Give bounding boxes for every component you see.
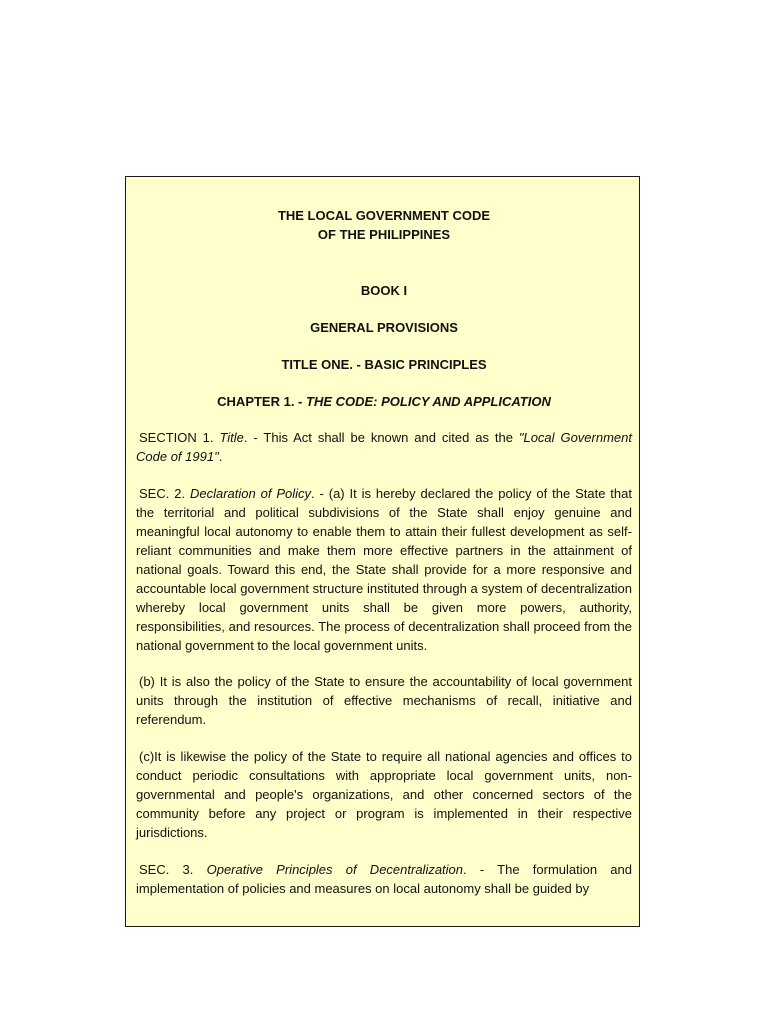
title-line-1: THE LOCAL GOVERNMENT CODE: [277, 208, 491, 223]
section-2b-paragraph: (b) It is also the policy of the State to ensure the accountability of local government units through the institution of effective mechanisms of recall, initiative and referendum.: [136, 674, 632, 728]
chapter-prefix: CHAPTER 1. -: [217, 393, 306, 409]
document-page: [125, 176, 640, 927]
book-heading: BOOK I: [360, 282, 408, 298]
section-1-prefix: SECTION 1.: [139, 430, 220, 446]
title-line-2: OF THE PHILIPPINES: [317, 226, 451, 242]
general-provisions-heading: GENERAL PROVISIONS: [310, 319, 458, 335]
section-1-quote: "Local Government Code of 1991": [136, 430, 632, 465]
title-one-heading: TITLE ONE. - BASIC PRINCIPLES: [281, 356, 487, 372]
chapter-heading: [136, 393, 632, 412]
section-2-prefix: SEC. 2.: [139, 486, 190, 502]
section-3-heading: Operative Principles of Decentralization: [206, 861, 464, 877]
section-3-paragraph: [136, 861, 632, 899]
section-1-mid: . - This Act shall be known and cited as the: [243, 430, 519, 446]
document-title: [136, 207, 632, 245]
section-1-heading: Title: [219, 430, 244, 446]
document-content: [136, 207, 632, 898]
section-2-body: . - (a) It is hereby declared the policy of the State that the territorial and political subdivisions of the State shall enjoy genuine and meaningful local autonomy to enable them to attain their fullest development as self-reliant communities and make them more effective partners in the attainment of national goals. Toward this end, the State shall provide for a more responsive and accountable local government structure instituted through a system of decentralization whereby local government units shall be given more powers, authority, responsibilities, and resources. The process of decentralization shall proceed from the national government to the local government units.: [136, 486, 632, 653]
section-3-body: . - The formulation and implementation of policies and measures on local autonomy shall be guided by: [136, 861, 632, 896]
section-1-end: .: [218, 449, 223, 465]
section-2-heading: Declaration of Policy: [189, 486, 312, 502]
section-1-paragraph: [136, 429, 632, 467]
section-2-paragraph: [136, 485, 632, 655]
chapter-name: THE CODE: POLICY AND APPLICATION: [306, 393, 551, 409]
section-2c-paragraph: (c)It is likewise the policy of the State to require all national agencies and offices to conduct periodic consultations with appropriate local government units, non-governmental and people's organizations, and other concerned sectors of the community before any project or program is implemented in their respective jurisdictions.: [136, 749, 632, 840]
section-3-prefix: SEC. 3.: [139, 861, 207, 877]
